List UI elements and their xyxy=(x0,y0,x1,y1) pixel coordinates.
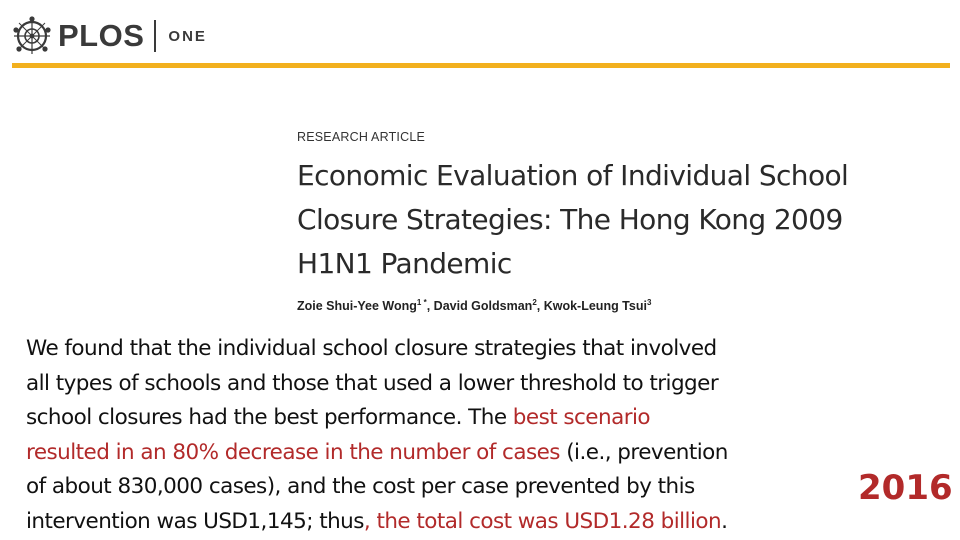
summary-text xyxy=(26,332,956,539)
logo-wordmark: PLOS xyxy=(58,18,145,53)
article-type: RESEARCH ARTICLE xyxy=(297,130,426,144)
summary-highlight: resulted in an 80% decrease in the number of cases xyxy=(26,439,560,465)
article-header xyxy=(297,130,937,286)
summary-text-segment: intervention was USD1,145; thus xyxy=(26,508,364,534)
author-affiliation: 3 xyxy=(646,298,652,307)
article-title xyxy=(297,154,907,286)
author-name: Kwok-Leung Tsui xyxy=(543,299,647,314)
summary-line xyxy=(26,436,956,471)
author-list: Zoie Shui-Yee Wong$^{1 *}$, David Goldsman$^2$, Kwok-Leung Tsui$^3$ xyxy=(297,298,652,314)
journal-header xyxy=(0,0,960,70)
logo-divider xyxy=(154,20,156,52)
title-line: H1N1 Pandemic xyxy=(297,247,512,280)
title-line: Economic Evaluation of Individual School xyxy=(297,159,849,192)
summary-highlight: best scenario xyxy=(512,405,651,430)
plos-network-globe-icon xyxy=(12,16,52,56)
summary-line: We found that the individual school closure strategies that involved xyxy=(26,336,717,361)
author-affiliation: 1 * xyxy=(416,298,427,307)
summary-highlight: , the total cost was USD1.28 billion xyxy=(363,508,722,534)
header-rule xyxy=(12,63,950,68)
summary-line: of about 830,000 cases), and the cost per case prevented by this xyxy=(26,474,695,499)
plos-one-logo xyxy=(12,14,207,58)
author-name: Zoie Shui-Yee Wong xyxy=(297,299,417,314)
author-name: David Goldsman xyxy=(433,299,533,314)
summary-text-segment: . xyxy=(721,508,728,534)
summary-line xyxy=(26,505,956,540)
summary-text-segment: (i.e., prevention xyxy=(559,439,728,465)
summary-line xyxy=(26,401,956,436)
journal-name: ONE xyxy=(168,27,207,45)
summary-text-segment: school closures had the best performance. The xyxy=(26,405,513,430)
publication-year: 2016 xyxy=(858,468,953,508)
summary-line: all types of schools and those that used a lower threshold to trigger xyxy=(26,370,719,396)
title-line: Closure Strategies: The Hong Kong 2009 xyxy=(297,203,843,236)
author-affiliation: 2 xyxy=(532,298,537,307)
